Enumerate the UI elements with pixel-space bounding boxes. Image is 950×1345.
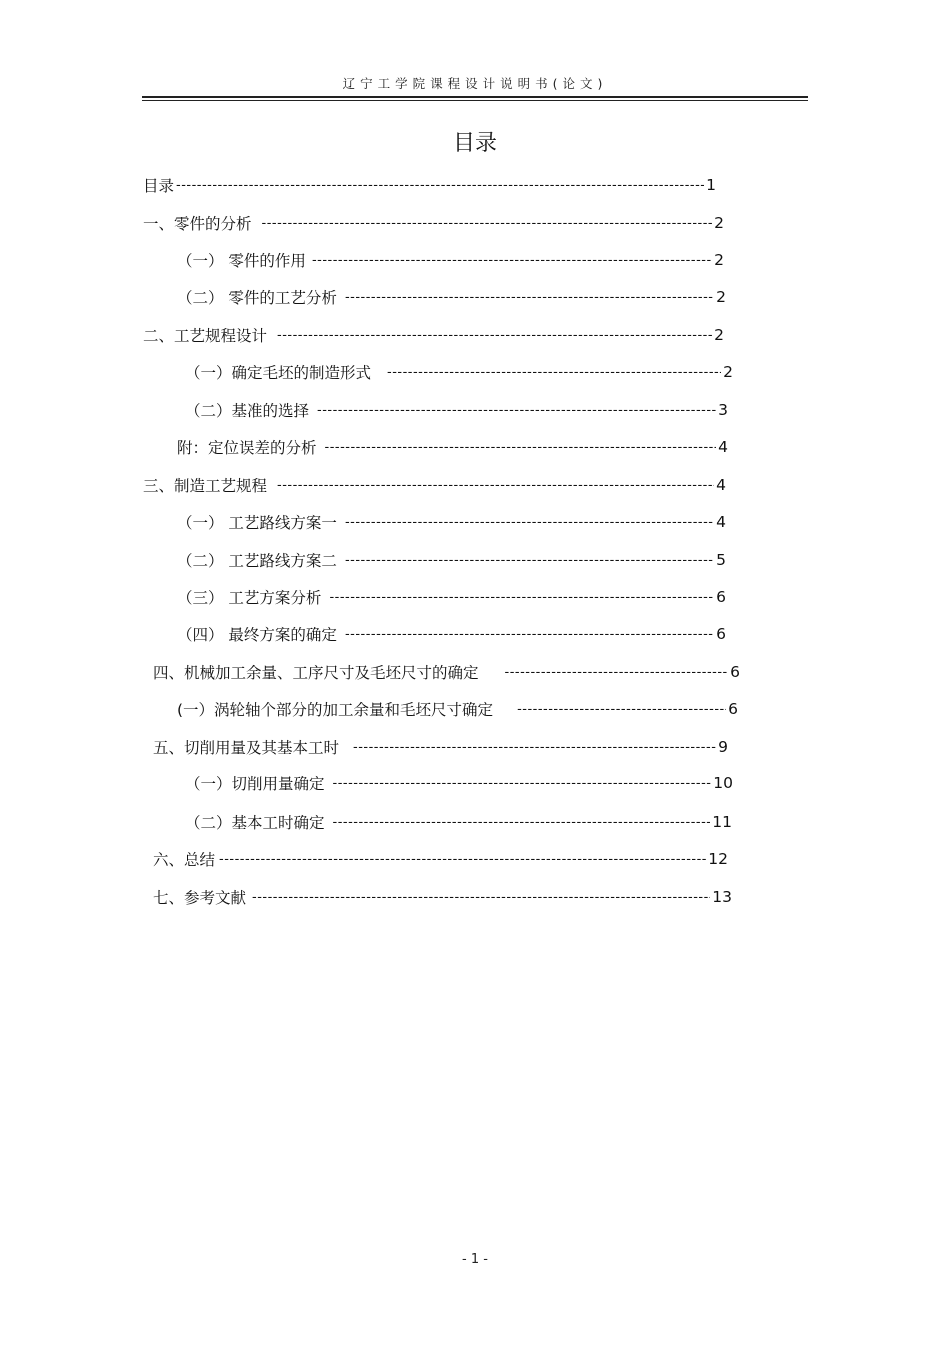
toc-leader (277, 478, 714, 493)
toc-entry (185, 361, 733, 383)
header-rule-thin (142, 100, 808, 101)
toc-leader (345, 515, 714, 530)
toc-entry (185, 811, 732, 833)
toc-entry (177, 436, 728, 458)
toc-entry-label: 三、制造工艺规程 (143, 477, 268, 495)
toc-leader (345, 553, 714, 568)
toc-entry-page: 2 (723, 363, 733, 381)
toc-entry (153, 886, 732, 908)
toc-leader (505, 665, 729, 680)
toc-entry-label: （一）确定毛坯的制造形式 (185, 364, 372, 382)
toc-entry (143, 474, 726, 496)
toc-leader (317, 403, 716, 418)
toc-entry-label: (一）涡轮轴个部分的加工余量和毛坯尺寸确定 (177, 701, 494, 719)
toc-entry-page: 6 (730, 663, 740, 681)
toc-leader (387, 365, 721, 380)
toc-entry-label: （二） 零件的工艺分析 (177, 289, 337, 307)
toc-entry (177, 623, 726, 645)
page-title: 目录 (452, 131, 497, 156)
toc-entry-label: 附：定位误差的分析 (177, 439, 317, 457)
toc-entry (177, 586, 726, 608)
toc-entry-label: （一） 工艺路线方案一 (177, 514, 337, 532)
toc-entry-label: 一、零件的分析 (143, 215, 252, 233)
toc-entry-label: （一） 零件的作用 (177, 252, 306, 270)
toc-entry-label: （四） 最终方案的确定 (177, 626, 337, 644)
toc-leader (252, 890, 710, 905)
toc-entry (177, 511, 726, 533)
toc-entry-label: 二、工艺规程设计 (143, 327, 268, 345)
toc-entry-page: 10 (713, 774, 733, 792)
toc-entry (143, 212, 724, 234)
toc-leader (176, 178, 704, 193)
toc-leader (329, 590, 714, 605)
toc-entry-page: 1 (706, 176, 716, 194)
toc-entry-page: 2 (714, 326, 724, 344)
toc-entry-page: 4 (718, 438, 728, 456)
header-rule-thick (142, 96, 808, 98)
toc-entry (177, 698, 738, 720)
toc-entry (185, 772, 733, 794)
toc-entry-page: 6 (716, 588, 726, 606)
toc-entry (177, 249, 724, 271)
toc-entry (143, 324, 724, 346)
toc-leader (333, 815, 711, 830)
toc-entry (153, 736, 728, 758)
toc-leader (345, 290, 714, 305)
toc-entry-page: 9 (718, 738, 728, 756)
toc-entry-page: 12 (708, 850, 728, 868)
toc-leader (219, 852, 706, 867)
toc-entry-label: （二） 工艺路线方案二 (177, 552, 337, 570)
toc-entry-page: 13 (712, 888, 732, 906)
toc-leader (277, 328, 712, 343)
toc-leader (333, 776, 712, 791)
toc-entry-page: 4 (716, 513, 726, 531)
toc-entry-page: 2 (714, 214, 724, 232)
toc-entry (177, 286, 726, 308)
toc-entry (153, 661, 740, 683)
toc-entry-page: 2 (714, 251, 724, 269)
toc-entry-label: （二）基准的选择 (185, 402, 310, 420)
toc-leader (353, 740, 716, 755)
toc-entry-page: 6 (716, 625, 726, 643)
toc-entry-label: 四、机械加工余量、工序尺寸及毛坯尺寸的确定 (153, 664, 479, 682)
toc-entry-page: 5 (716, 551, 726, 569)
toc-leader (262, 216, 713, 231)
page-number: - 1 - (462, 1252, 488, 1267)
toc-leader (345, 627, 714, 642)
toc-entry-page: 2 (716, 288, 726, 306)
toc-entry-label: 七、参考文献 (153, 889, 247, 907)
toc-entry-label: 五、切削用量及其基本工时 (153, 739, 340, 757)
toc-leader (517, 702, 726, 717)
document-header: 辽宁工学院课程设计说明书(论文) (342, 76, 608, 91)
toc-entry-page: 4 (716, 476, 726, 494)
toc-entry-label: 目录 (143, 177, 175, 195)
toc-entry-page: 11 (712, 813, 732, 831)
toc-leader (312, 253, 712, 268)
toc-entry (143, 174, 716, 196)
toc-entry-label: （三） 工艺方案分析 (177, 589, 322, 607)
toc-leader (325, 440, 717, 455)
toc-entry (177, 549, 726, 571)
toc-entry (185, 399, 728, 421)
toc-entry-page: 6 (728, 700, 738, 718)
toc-entry (153, 848, 728, 870)
toc-entry-label: （一）切削用量确定 (185, 775, 325, 793)
toc-entry-page: 3 (718, 401, 728, 419)
toc-entry-label: 六、总结 (153, 851, 216, 869)
toc-entry-label: （二）基本工时确定 (185, 814, 325, 832)
